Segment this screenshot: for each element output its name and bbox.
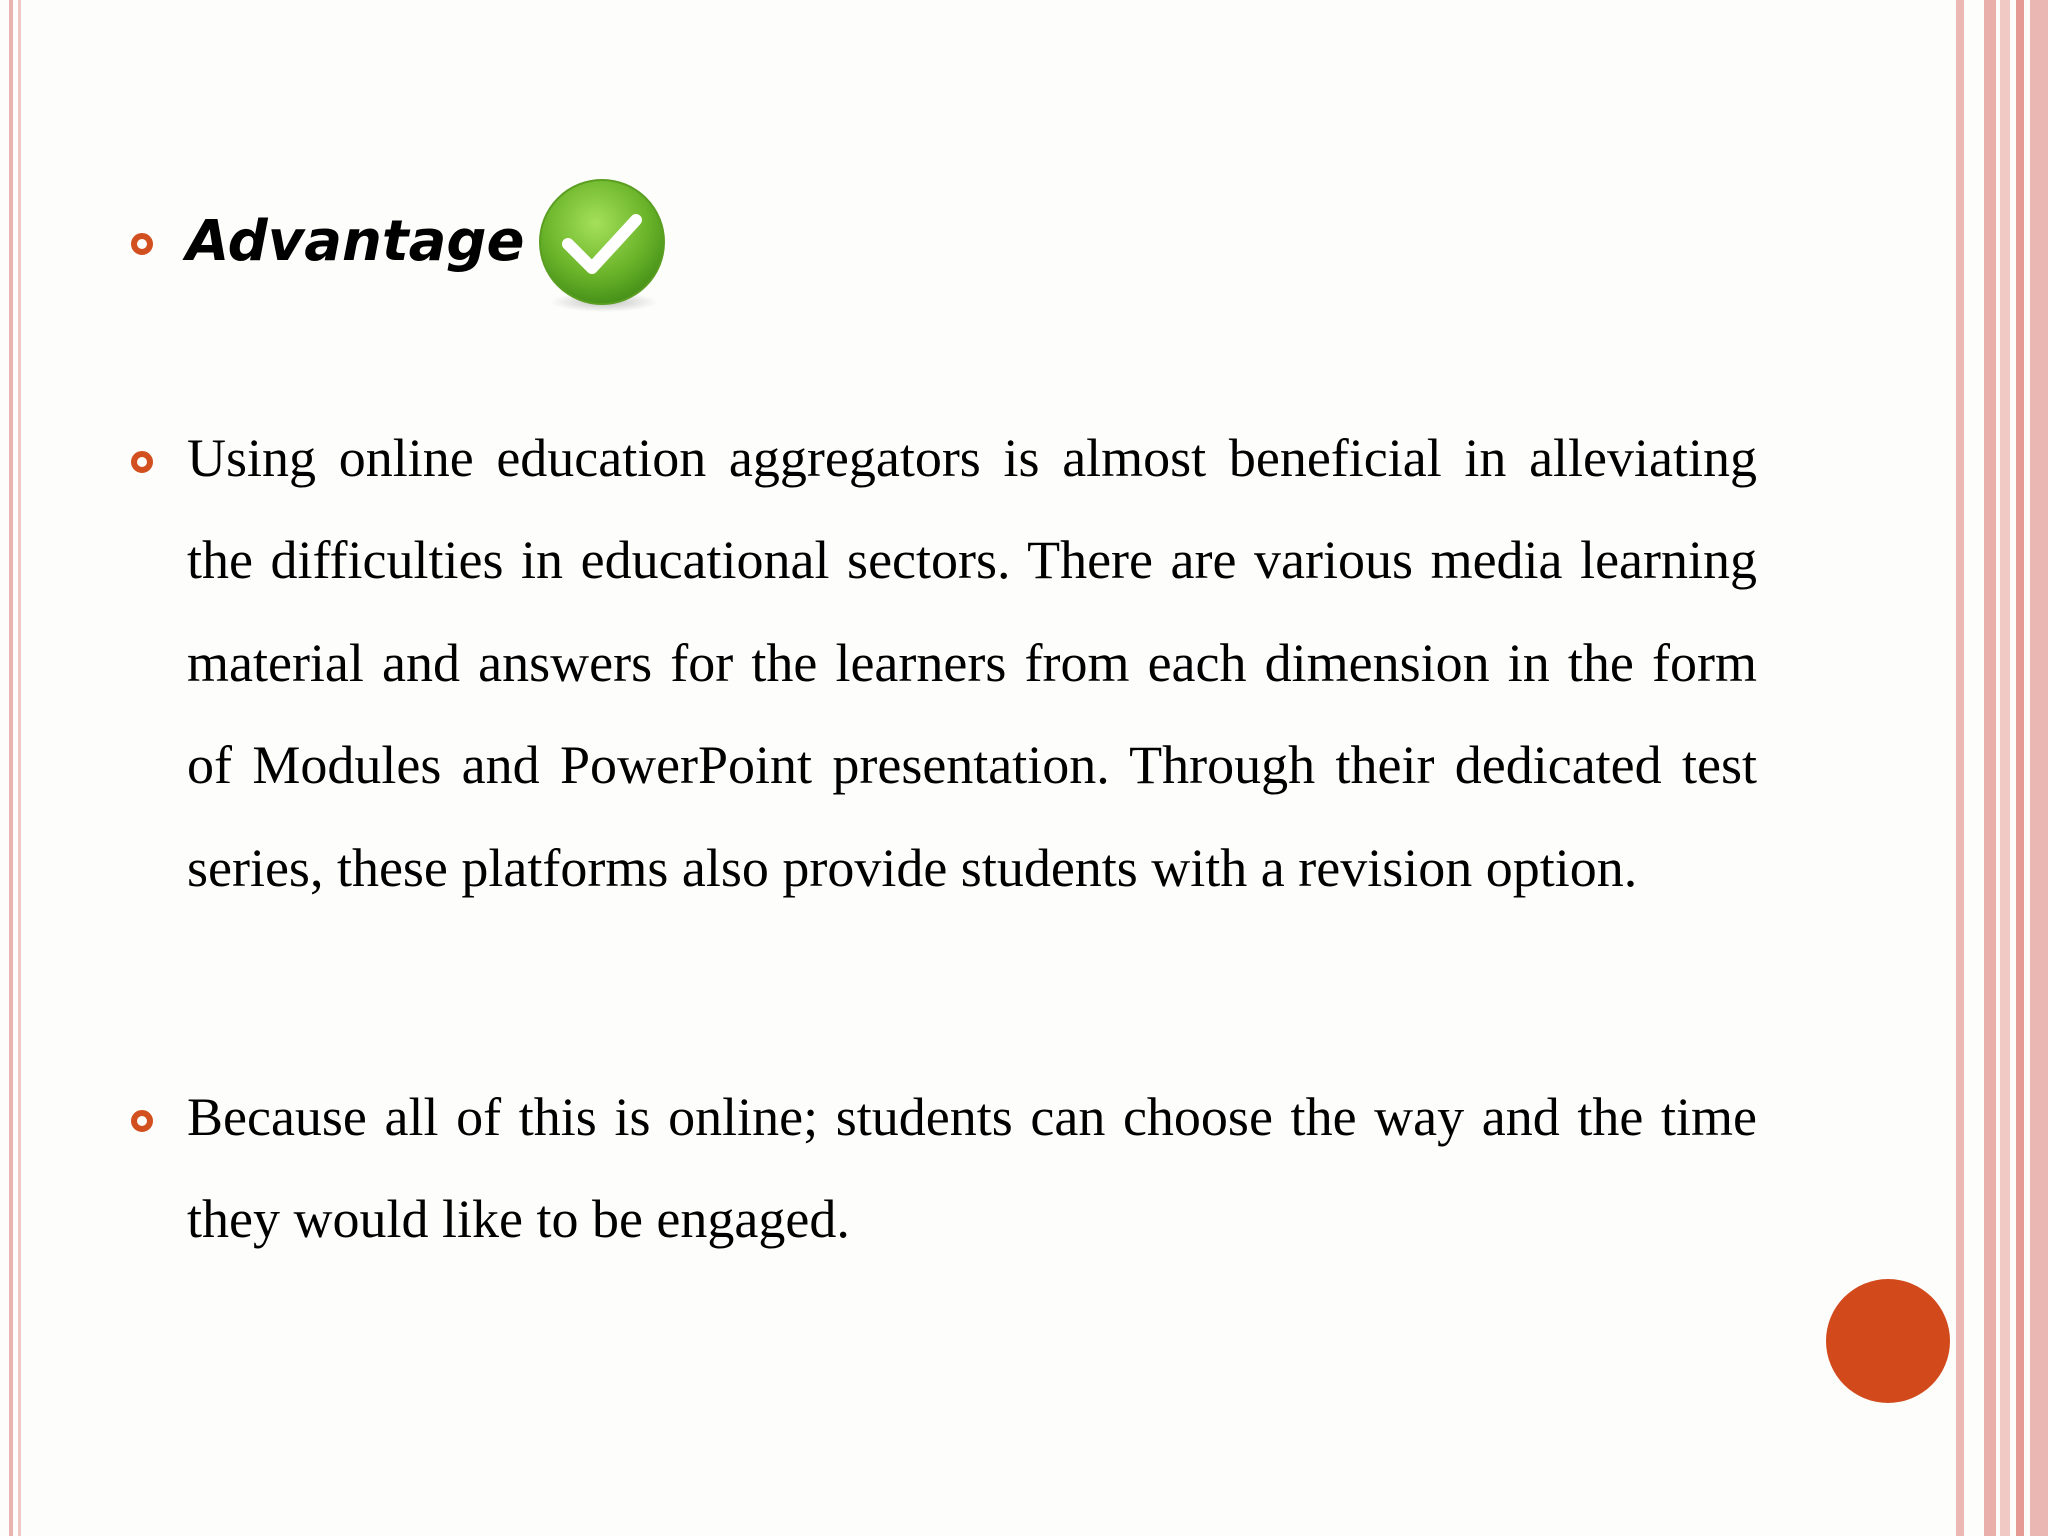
left-border-line: [18, 0, 21, 1536]
right-border-stripe: [1956, 0, 1964, 1536]
right-border-stripe: [2016, 0, 2024, 1536]
green-checkmark-icon: [536, 176, 672, 316]
right-border-stripe: [2030, 0, 2048, 1536]
left-border-line: [9, 0, 13, 1536]
ring-bullet-icon: [131, 1110, 153, 1132]
ring-bullet-icon: [131, 451, 153, 473]
paragraph-2: Because all of this is online; students can choose the way and the time they would like to be engaged.: [187, 1087, 1757, 1250]
right-border-stripe: [2000, 0, 2010, 1536]
orange-circle-decoration: [1826, 1279, 1950, 1403]
paragraph-1: Using online education aggregators is almost beneficial in alleviating the difficulties in educational sectors. There are various media learning material and answers for the learners from each dimension in the form of Modules and PowerPoint presentation. Through their dedicated test series, these platforms also provide students with a revision option.: [187, 428, 1757, 898]
ring-bullet-icon: [131, 233, 153, 255]
right-border-stripe: [1984, 0, 1996, 1536]
heading: Advantage: [186, 209, 525, 274]
